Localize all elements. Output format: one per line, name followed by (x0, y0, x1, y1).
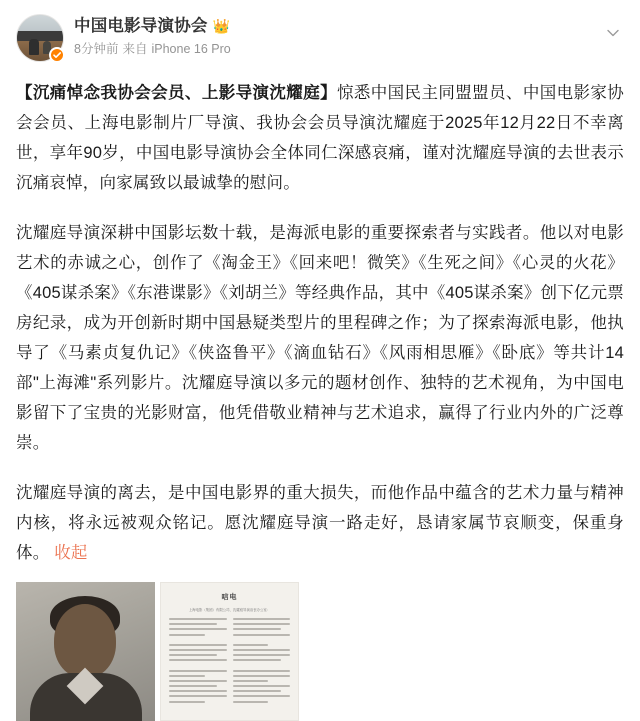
post-lead: 【沉痛悼念我协会会员、上影导演沈耀庭】 (16, 84, 337, 102)
document-subtitle: 上海电影（集团）有限公司、沈耀庭导演治丧办公室： (188, 608, 271, 612)
post-content (16, 78, 624, 568)
post-paragraph-3 (16, 478, 624, 568)
author-name-row (74, 16, 624, 36)
post-header (16, 14, 624, 70)
crown-icon: 👑 (212, 18, 231, 34)
post-paragraph-1-text: 惊悉中国民主同盟盟员、中国电影家协会会员、上海电影制片厂导演、我协会会员导演沈耀庭于2025年12月22日不幸离世，享年90岁，中国电影导演协会全体同仁深感哀痛，谨对沈耀庭导演的去世表示沉痛哀悼，向家属致以最诚挚的慰问。 (16, 84, 624, 192)
author-name[interactable]: 中国电影导演协会 (74, 17, 208, 35)
post-source[interactable]: iPhone 16 Pro (151, 42, 231, 56)
portrait-photo[interactable] (16, 582, 155, 721)
document-photo[interactable] (160, 582, 299, 721)
post-meta (74, 41, 624, 57)
avatar[interactable] (16, 14, 64, 62)
post-media (16, 582, 624, 721)
verified-badge-icon (49, 47, 65, 63)
post-paragraph-1 (16, 78, 624, 198)
author-block (74, 14, 624, 57)
post-source-prefix: 来自 (122, 42, 148, 56)
document-title: 唁电 (221, 594, 238, 601)
post-time: 8分钟前 (74, 42, 119, 56)
post-paragraph-2: 沈耀庭导演深耕中国影坛数十载，是海派电影的重要探索者与实践者。他以对电影艺术的赤诚之心，创作了《淘金王》《回来吧！微笑》《生死之间》《心灵的火花》《405谋杀案》《东港谍影》《刘胡兰》等经典作品，其中《405谋杀案》创下亿元票房纪录，成为开创新时期中国悬疑类型片的里程碑之作；为了探索海派电影，他执导了《马素贞复仇记》《侠盗鲁平》《滴血钻石》《风雨相思雁》《卧底》等共计14部"上海滩"系列影片。沈耀庭导演以多元的题材创作、独特的艺术视角，为中国电影留下了宝贵的光影财富，他凭借敬业精神与艺术追求，赢得了行业内外的广泛尊崇。 (16, 224, 624, 452)
chevron-down-icon[interactable] (604, 24, 622, 42)
collapse-button[interactable]: 收起 (54, 544, 88, 562)
post-paragraph-3-text: 沈耀庭导演的离去，是中国电影界的重大损失，而他作品中蕴含的艺术力量与精神内核，将永远被观众铭记。愿沈耀庭导演一路走好，恳请家属节哀顺变，保重身体。 (16, 484, 624, 562)
